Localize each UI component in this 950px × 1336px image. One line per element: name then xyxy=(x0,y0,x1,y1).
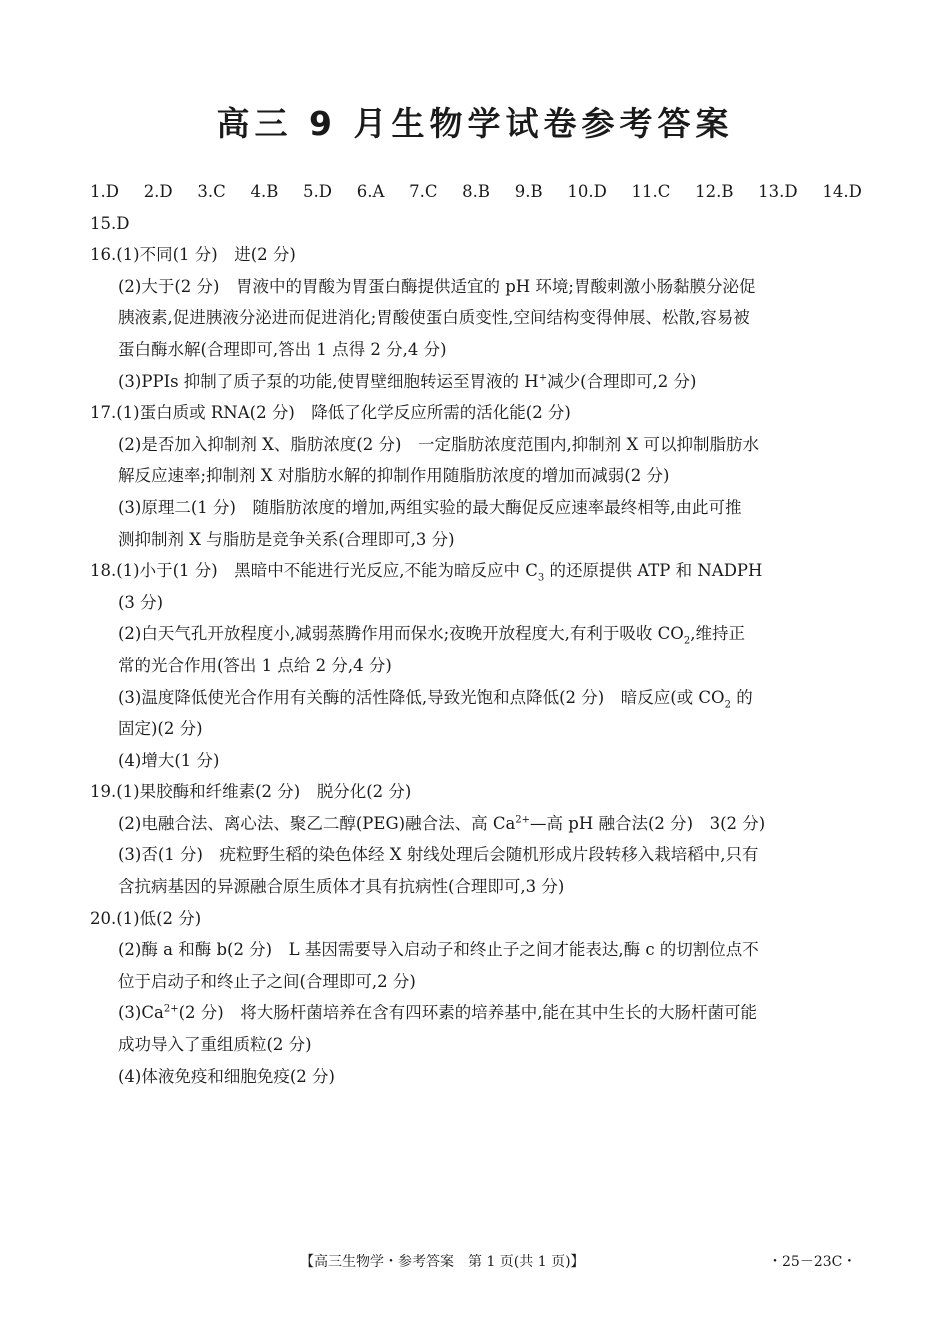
q17-line: (3)原理二(1 分) 随脂肪浓度的增加,两组实验的最大酶促反应速率最终相等,由此可推 xyxy=(118,497,742,517)
mc-answer-15: 15.D xyxy=(90,213,130,233)
q20-line: (2)酶 a 和酶 b(2 分) L 基因需要导入启动子和终止子之间才能表达,酶 c 的切割位点不 xyxy=(118,940,759,960)
mc-answer: 4.B xyxy=(250,182,279,201)
q16-line: 16.(1)不同(1 分) 进(2 分) xyxy=(90,245,296,265)
answer-content xyxy=(90,176,862,1092)
mc-answer: 14.D xyxy=(822,182,862,201)
text-segment: ,维持正 xyxy=(690,624,745,644)
text-segment: —高 pH 融合法(2 分) 3(2 分) xyxy=(530,813,766,833)
text-segment: 18.(1)小于(1 分) 黑暗中不能进行光反应,不能为暗反应中 C xyxy=(90,561,538,581)
page-title: 高三 9 月生物学试卷参考答案 xyxy=(216,104,734,143)
q18-line xyxy=(90,618,862,650)
q19-line: 19.(1)果胶酶和纤维素(2 分) 脱分化(2 分) xyxy=(90,782,412,802)
q20-line: 成功导入了重组质粒(2 分) xyxy=(118,1035,312,1055)
q18-line: 常的光合作用(答出 1 点给 2 分,4 分) xyxy=(118,655,392,675)
text-segment: (2)电融合法、离心法、聚乙二醇(PEG)融合法、高 Ca xyxy=(118,813,516,833)
subscript: 3 xyxy=(537,572,545,584)
text-segment: (3)PPIs 抑制了质子泵的功能,使胃壁细胞转运至胃液的 H xyxy=(118,371,539,391)
q18-line: 固定)(2 分) xyxy=(118,719,203,739)
subscript: 2 xyxy=(683,635,691,647)
mc-answer: 7.C xyxy=(409,182,438,201)
mc-answer: 5.D xyxy=(303,182,333,201)
mc-answer: 11.C xyxy=(631,182,671,201)
mc-answer: 10.D xyxy=(567,182,607,201)
q18-line: (4)增大(1 分) xyxy=(118,750,220,770)
q19-line: 含抗病基因的异源融合原生质体才具有抗病性(合理即可,3 分) xyxy=(118,877,565,897)
mc-answer: 6.A xyxy=(356,182,385,201)
mc-answer: 8.B xyxy=(462,182,491,201)
q16-line xyxy=(90,366,862,398)
q19-line: (3)否(1 分) 疣粒野生稻的染色体经 X 射线处理后会随机形成片段转移入栽培稻中,只有 xyxy=(118,845,759,865)
q17-line: 17.(1)蛋白质或 RNA(2 分) 降低了化学反应所需的活化能(2 分) xyxy=(90,403,571,423)
q20-line: 位于启动子和终止子之间(合理即可,2 分) xyxy=(118,971,416,991)
text-segment: (3)Ca xyxy=(118,1003,164,1023)
superscript: 2+ xyxy=(515,814,531,826)
mc-answer: 9.B xyxy=(514,182,543,201)
text-segment: (2)白天气孔开放程度小,减弱蒸腾作用而保水;夜晚开放程度大,有利于吸收 CO xyxy=(118,624,684,644)
q20-line: (4)体液免疫和细胞免疫(2 分) xyxy=(118,1066,335,1086)
q16-line: 蛋白酶水解(合理即可,答出 1 点得 2 分,4 分) xyxy=(118,339,447,359)
mc-answer: 3.C xyxy=(197,182,226,201)
q20-line: 20.(1)低(2 分) xyxy=(90,908,202,928)
q17-line: (2)是否加入抑制剂 X、脂肪浓度(2 分) 一定脂肪浓度范围内,抑制剂 X 可以抑制脂肪水 xyxy=(118,434,759,454)
mc-answer: 12.B xyxy=(695,182,734,201)
mc-answer: 1.D xyxy=(90,182,119,201)
subscript: 2 xyxy=(724,698,731,710)
superscript: + xyxy=(538,372,548,384)
footer-page-info: 【高三生物学・参考答案 第 1 页(共 1 页)】 xyxy=(300,1254,585,1270)
q17-line: 解反应速率;抑制剂 X 对脂肪水解的抑制作用随脂肪浓度的增加而减弱(2 分) xyxy=(118,466,670,486)
text-segment: (2 分) 将大肠杆菌培养在含有四环素的培养基中,能在其中生长的大肠杆菌可能 xyxy=(178,1003,757,1023)
q16-line: 胰液素,促进胰液分泌进而促进消化;胃酸使蛋白质变性,空间结构变得伸展、松散,容易被 xyxy=(118,308,750,328)
mc-answer: 2.D xyxy=(143,182,173,201)
mc-answer: 13.D xyxy=(758,182,798,201)
footer-code: ・25－23C・ xyxy=(768,1254,857,1270)
q20-line xyxy=(90,997,862,1029)
q17-line: 测抑制剂 X 与脂肪是竞争关系(合理即可,3 分) xyxy=(118,529,455,549)
q18-line xyxy=(90,555,862,587)
q16-line: (2)大于(2 分) 胃液中的胃酸为胃蛋白酶提供适宜的 pH 环境;胃酸刺激小肠黏膜分泌促 xyxy=(118,276,756,296)
mc-answers-row xyxy=(90,176,862,208)
text-segment: 的还原提供 ATP 和 NADPH xyxy=(544,561,763,581)
text-segment: 减少(合理即可,2 分) xyxy=(547,371,697,391)
q18-line: (3 分) xyxy=(118,592,164,612)
text-segment: (3)温度降低使光合作用有关酶的活性降低,导致光饱和点降低(2 分) 暗反应(或 CO xyxy=(118,687,725,707)
q18-line xyxy=(90,682,862,714)
superscript: 2+ xyxy=(163,1003,179,1015)
q19-line xyxy=(90,808,862,840)
text-segment: 的 xyxy=(730,687,753,707)
